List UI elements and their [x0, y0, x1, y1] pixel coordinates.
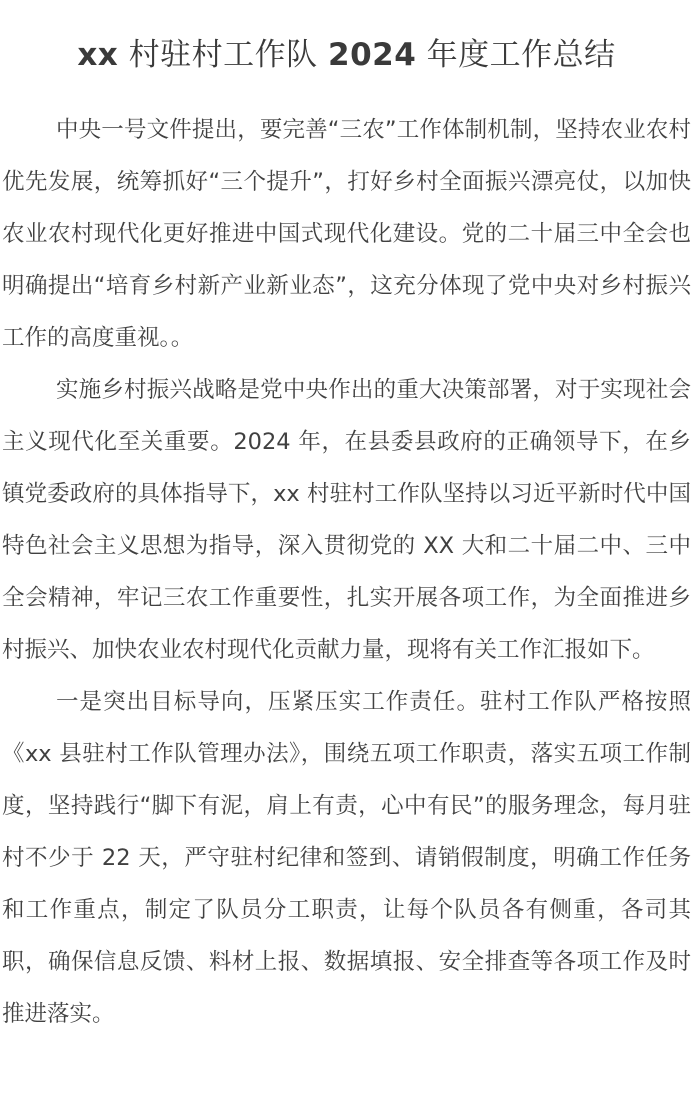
- title-year: 2024: [328, 37, 417, 73]
- title-mid: 村驻村工作队: [118, 37, 329, 73]
- title-prefix: xx: [77, 37, 119, 73]
- document-title: [2, 0, 691, 80]
- title-suffix: 年度工作总结: [416, 37, 616, 73]
- paragraph-3: 一是突出目标导向，压紧压实工作责任。驻村工作队严格按照《xx 县驻村工作队管理办法》，围绕五项工作职责，落实五项工作制度，坚持践行“脚下有泥，肩上有责，心中有民”的服务理念，每月驻村不少于 22 天，严守驻村纪律和签到、请销假制度，明确工作任务和工作重点，制定了队员分工职责，让每个队员各有侧重，各司其职，确保信息反馈、料材上报、数据填报、安全排查等各项工作及时推进落实。: [2, 689, 691, 1027]
- document-body: [2, 104, 691, 1040]
- paragraph-1: 中央一号文件提出，要完善“三农”工作体制机制，坚持农业农村优先发展，统筹抓好“三个提升”，打好乡村全面振兴漂亮仗，以加快农业农村现代化更好推进中国式现代化建设。党的二十届三中全会也明确提出“培育乡村新产业新业态”，这充分体现了党中央对乡村振兴工作的高度重视。。: [2, 117, 691, 351]
- paragraph-2: 实施乡村振兴战略是党中央作出的重大决策部署，对于实现社会主义现代化至关重要。2024 年，在县委县政府的正确领导下，在乡镇党委政府的具体指导下，xx 村驻村工作队坚持以习近平新时代中国特色社会主义思想为指导，深入贯彻党的 XX 大和二十届二中、三中全会精神，牢记三农工作重要性，扎实开展各项工作，为全面推进乡村振兴、加快农业农村现代化贡献力量，现将有关工作汇报如下。: [2, 377, 691, 663]
